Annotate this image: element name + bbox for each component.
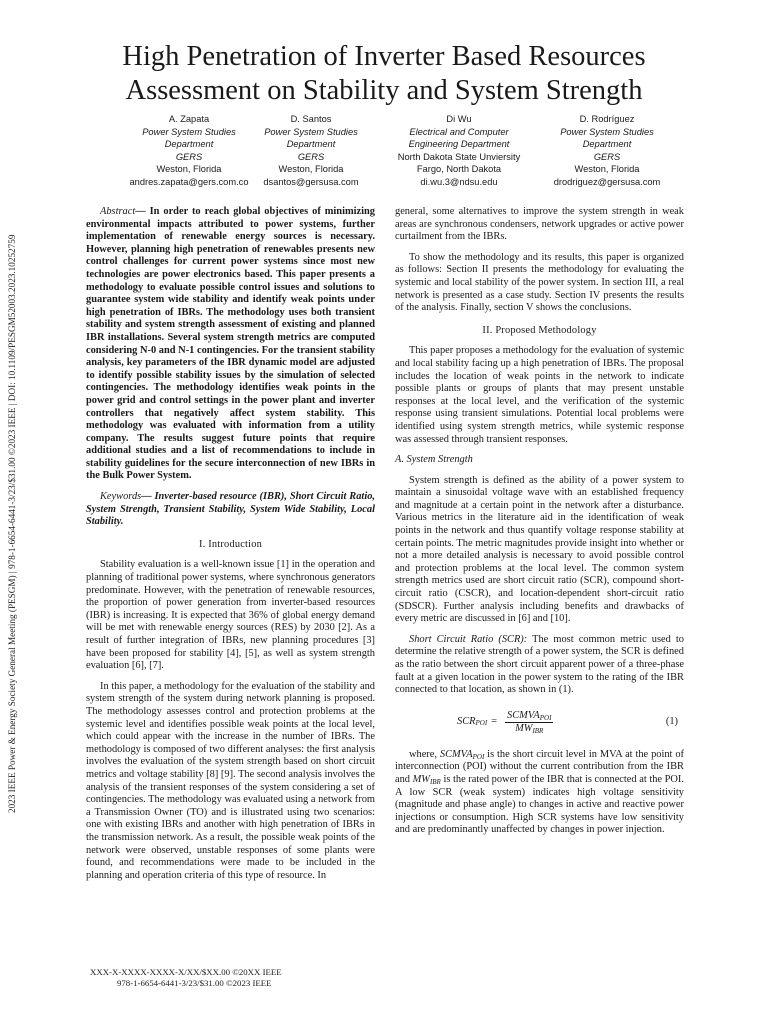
author-affiliation: Power System Studies (142, 126, 236, 137)
author-affiliation: Department (286, 139, 336, 150)
author-name: A. Zapata (168, 114, 210, 124)
author-city: Weston, Florida (278, 164, 344, 175)
where-text-b: is the short circuit level in MVA at the point of interconnection (POI) without the current contribution from the IBR and (395, 748, 684, 785)
author-block-2 (226, 113, 396, 189)
author-affiliation: Power System Studies (264, 126, 358, 137)
page-footer (90, 967, 282, 989)
eq-numerator-var: SCMVA (507, 709, 540, 721)
author-block-4 (522, 113, 692, 189)
where-var-mw: MW (412, 773, 430, 785)
author-email: di.wu.3@ndsu.edu (420, 176, 498, 187)
subsection-heading-system-strength: A. System Strength (395, 454, 473, 466)
where-var-scmva: SCMVA (439, 748, 473, 760)
footer-line-1: XXX-X-XXXX-XXXX-X/XX/$XX.00 ©20XX IEEE (90, 967, 282, 977)
author-city: Weston, Florida (156, 164, 222, 175)
eq-fraction (505, 710, 553, 736)
author-affiliation: Engineering Department (408, 139, 510, 150)
where-var-mw-sub: IBR (429, 777, 441, 786)
organization-paragraph: To show the methodology and its results, this paper is organized as follows: Section II presents the methodology for evaluating the systemic and local stability of the power system. In section III, a real network is presented as a case study. Section IV presents the results of the analysis. Finally, section V shows the conclusions. (395, 251, 684, 314)
author-affiliation: Power System Studies (560, 126, 654, 137)
keywords-text: — Inverter-based resource (IBR), Short Circuit Ratio, System Strength, Transient Stability, System Wide Stability, Local Stability. (86, 491, 375, 528)
author-email: andres.zapata@gers.com.co (129, 176, 249, 187)
author-city: Fargo, North Dakota (416, 164, 502, 175)
eq-equals: = (491, 716, 498, 728)
copyright-side-notice: 2023 IEEE Power & Energy Society General Meeting (PESGM) | 978-1-6654-6441-3/23/$31.00 ©2023 IEEE | DOI: 10.1109/PESGM52003.2023.10252759 (7, 234, 17, 813)
author-affiliation: GERS (175, 151, 203, 162)
author-email: drodriguez@gersusa.com (553, 176, 661, 187)
author-affiliation: Electrical and Computer (409, 126, 509, 137)
system-strength-paragraph: System strength is defined as the ability of a power system to maintain a sinusoidal voltage wave with an established frequency and magnitude at a certain point in the network after a disturbance. Various metrics in the literature aid in the identification of weak points in the network and thus quantify voltage response stability at certain points. The metric magnitudes provide insight into whether or not a more detailed analysis is necessary to avoid possible control and protection problems at the local level. The common system strength metrics used are short circuit ratio (SCR), compound short-circuit ratio (CSCR), and location-dependent short-circuit ratio (SDSCR). Further analysis including benefits and drawbacks of every metric are discussed in [6] and [10]. (395, 474, 684, 625)
eq-numerator-sub: POI (539, 713, 552, 722)
author-name: Di Wu (446, 114, 472, 124)
keywords-label: Keywords (100, 491, 142, 503)
author-affiliation: GERS (297, 151, 325, 162)
scr-text: The most common metric used to determine the relative strength of a power system, the SCR is defined as the ratio between the short circuit apparent power of a three-phase fault at a given location in the power system to the rating of the IBR connected to that location, as shown in (1). (395, 633, 685, 696)
author-name: D. Rodríguez (579, 114, 635, 124)
abstract-label: Abstract (100, 206, 136, 217)
intro-paragraph-2: In this paper, a methodology for the evaluation of the stability and system strength of the system during network planning is proposed. The methodology assesses control and protection problems at the systemic level and identifies possible weak points at the local level, which could appear with the increase in the number of IBRs. The methodology is composed of two different analyses: the first analysis involves the evaluation of the system strength based on short circuit metrics and voltage stability [8] [9]. The second analysis involves the analysis of the transient responses of the system considering a set of contingencies. The methodology was evaluated using a network from a Transmission Owner (TO) and is illustrated using two scenarios: one with existing IBRs and another with high penetration of IBRs in the transmission network. As a result, the possible weak points of the network were observed, unstable responses of some plants were found, and recommendations were made to be included in the planning and operation criteria of this type of resource. In (86, 680, 375, 881)
author-affiliation: Department (164, 139, 214, 150)
footer-line-2: 978-1-6654-6441-3/23/$31.00 ©2023 IEEE (117, 978, 272, 988)
author-affiliation: GERS (593, 151, 621, 162)
section-heading-introduction: I. Introduction (198, 538, 263, 550)
title-line-2: Assessment on Stability and System Strength (125, 75, 643, 106)
methodology-paragraph: This paper proposes a methodology for the evaluation of systemic and local stability facing up a high penetration of IBRs. The proposal includes the location of weak points in the network to indicate possible plants or groups of plants that may present unstable responses at the local level, and the verification of the systemic response using transient simulations. Potential local problems were identified using system strength metrics, while systemic response was assessed through transient responses. (395, 345, 684, 445)
where-paragraph (395, 749, 684, 837)
equation-expression: SCR POI = $\frac{SCMVA_{POI}}{MW_{IBR}}$ (457, 709, 552, 736)
eq-numerator (505, 710, 553, 724)
where-var-scmva-sub: POI (472, 752, 485, 761)
eq-denominator (513, 723, 545, 736)
intro-paragraph-1: Stability evaluation is a well-known issue [1] in the operation and planning of traditional power systems, where synchronous generators predominate. However, with the penetration of renewable resources, the proportion of power generation from inverter-based resources (IBR) is increasing. It is expected that 36% of global energy demand will be met with renewable energy sources (RES) by 2030 [2]. As a result of further integration of IBRs, new planning procedures [3] have been proposed for stability [4], [5], as well as system strength evaluation [6], [7]. (86, 559, 375, 672)
eq-denominator-sub: IBR (532, 727, 544, 736)
keywords (86, 491, 375, 529)
paper-title (88, 40, 680, 108)
where-text-c: is the rated power of the IBR that is connected at the POI. A low SCR (weak system) indicates high voltage sensitivity (magnitude and phase angle) to changes in active and reactive power injections or consumption. High SCR systems have low sensitivity and are predominantly unaffected by changes in power injection. (395, 773, 684, 836)
equation-1 (395, 705, 684, 741)
author-name: D. Santos (290, 114, 332, 124)
title-line-1: High Penetration of Inverter Based Resources (122, 41, 646, 72)
eq-denominator-var: MW (515, 723, 533, 735)
eq-lhs: SCR (457, 716, 476, 728)
scr-label: Short Circuit Ratio (SCR): (409, 633, 528, 645)
right-column (395, 206, 684, 845)
author-email: dsantos@gersusa.com (263, 176, 359, 187)
where-text-a: where, (409, 748, 440, 760)
intro-paragraph-continued: general, some alternatives to improve the system strength in weak areas are synchronous condensers, network upgrades or active power curtailment from the IBRs. (395, 206, 684, 243)
left-column (86, 206, 375, 890)
scr-paragraph (395, 634, 684, 697)
author-city: Weston, Florida (574, 164, 640, 175)
author-affiliation: Department (582, 139, 632, 150)
section-heading-methodology: II. Proposed Methodology (482, 324, 597, 336)
abstract-text: — In order to reach global objectives of minimizing environmental impacts attributed to power systems, further implementation of renewable energy sources is necessary. However, planning high penetration of renewables presents new control challenges for current power systems since most new technologies are power electronics based. This paper presents a methodology to evaluate possible control issues and solutions to guarantee system wide stability and identify weak points under high penetration of IBRs. The methodology uses both transient stability and system strength assessment of existing and planned IBR installations. Several system strength metrics are computed considering N-0 and N-1 contingencies. For the transient stability analysis, key parameters of the IBR dynamic model are adjusted to identify possible stability issues by the simulation of selected contingencies. The methodology identifies weak points in the power grid and control settings in the power plant and inverter controllers that negatively affect system stability. This methodology was evaluated with information from a utility company. The results suggest future points that require additional studies and a list of recommendations to include in stability guidelines for the secure interconnection of new IBRs in the Bulk Power System. (86, 206, 375, 482)
equation-number: (1) (665, 716, 678, 728)
author-affiliation: North Dakota State Unviersity (397, 151, 521, 162)
author-block-3 (374, 113, 544, 189)
abstract (86, 206, 375, 483)
